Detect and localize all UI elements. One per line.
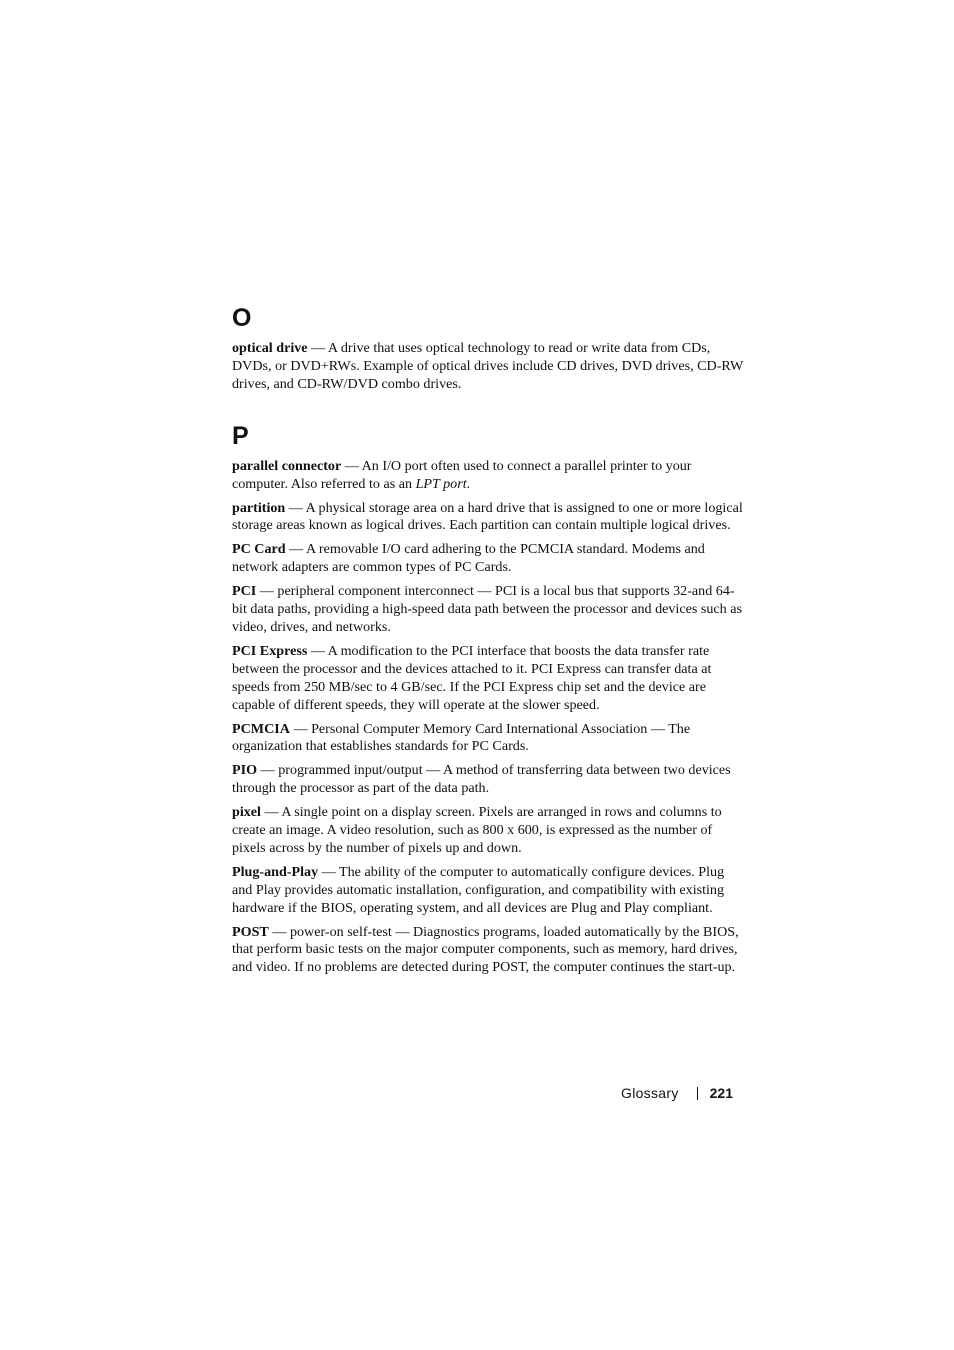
entry-term: PIO bbox=[232, 762, 258, 779]
glossary-entry-pcmcia bbox=[232, 721, 744, 757]
glossary-entry-pixel bbox=[232, 804, 744, 858]
entry-term: PC Card bbox=[232, 541, 286, 558]
glossary-entry-pc-card bbox=[232, 541, 744, 577]
entry-definition: — programmed input/output — A method of transferring data between two devices through the processor as part of the data path. bbox=[232, 762, 731, 797]
section-heading-o: O bbox=[232, 304, 252, 332]
entry-term: pixel bbox=[232, 804, 261, 821]
glossary-entry-pci bbox=[232, 583, 744, 637]
entry-definition: — A physical storage area on a hard drive that is assigned to one or more logical storage areas known as logical drives. Each partition can contain multiple logical drives. bbox=[232, 499, 743, 534]
entry-term: optical drive bbox=[232, 340, 308, 356]
entry-term: POST bbox=[232, 923, 269, 940]
entry-definition: — A modification to the PCI interface that boosts the data transfer rate between the processor and the devices attached to it. PCI Express can transfer data at speeds from 250 MB/sec to 4 GB/sec. If the PCI Express chip set and the device are capable of different speeds, they will operate at the slower speed. bbox=[232, 642, 712, 713]
page-footer bbox=[621, 1084, 733, 1102]
entry-definition: — The ability of the computer to automatically configure devices. Plug and Play provides automatic installation, configuration, and compatibility with existing hardware if the BIOS, operating system, and all devices are Plug and Play compliant. bbox=[232, 863, 725, 916]
page-number: 221 bbox=[709, 1085, 733, 1101]
entry-term: PCI Express bbox=[232, 642, 308, 659]
entry-term: partition bbox=[232, 499, 286, 516]
glossary-content bbox=[232, 303, 744, 983]
entry-term: Plug-and-Play bbox=[232, 863, 319, 880]
entry-definition: — peripheral component interconnect — PCI is a local bus that supports 32-and 64-bit data paths, providing a high-speed data path between the processor and devices such as video, drives, and networks. bbox=[232, 583, 742, 635]
entry-definition: — power-on self-test — Diagnostics programs, loaded automatically by the BIOS, that perform basic tests on the major computer components, such as memory, hard drives, and video. If no problems are detected during POST, the computer continues the start-up. bbox=[232, 923, 739, 976]
glossary-entry-parallel-connector bbox=[232, 458, 744, 494]
glossary-entry-pio bbox=[232, 762, 744, 798]
glossary-entry-pci-express bbox=[232, 643, 744, 715]
entry-italic-term: LPT port bbox=[415, 475, 467, 492]
entry-term: PCI bbox=[232, 583, 257, 600]
entry-term: parallel connector bbox=[232, 457, 342, 474]
entry-definition: — An I/O port often used to connect a parallel printer to your computer. Also referred to as an bbox=[232, 457, 692, 492]
glossary-entry-post bbox=[232, 924, 744, 978]
entry-definition: — Personal Computer Memory Card International Association — The organization that establishes standards for PC Cards. bbox=[232, 720, 691, 755]
entry-definition: — A single point on a display screen. Pixels are arranged in rows and columns to create an image. A video resolution, such as 800 x 600, is expressed as the number of pixels across by the number of pixels up and down. bbox=[232, 804, 722, 856]
section-heading-p: P bbox=[232, 421, 250, 450]
entry-definition: — A removable I/O card adhering to the PCMCIA standard. Modems and network adapters are common types of PC Cards. bbox=[232, 541, 705, 576]
footer-section-label: Glossary bbox=[621, 1085, 679, 1101]
entry-term: PCMCIA bbox=[232, 720, 290, 737]
glossary-entry-partition bbox=[232, 500, 744, 536]
footer-divider bbox=[697, 1087, 698, 1100]
entry-definition: — A drive that uses optical technology to read or write data from CDs, DVDs, or DVD+RWs. Example of optical drives include CD drives, DVD drives, CD-RW drives, and CD-RW/DVD combo drives. bbox=[232, 340, 744, 392]
entry-definition-end: . bbox=[466, 475, 471, 492]
glossary-entry-optical-drive bbox=[232, 340, 744, 394]
glossary-entry-plug-and-play bbox=[232, 864, 744, 918]
